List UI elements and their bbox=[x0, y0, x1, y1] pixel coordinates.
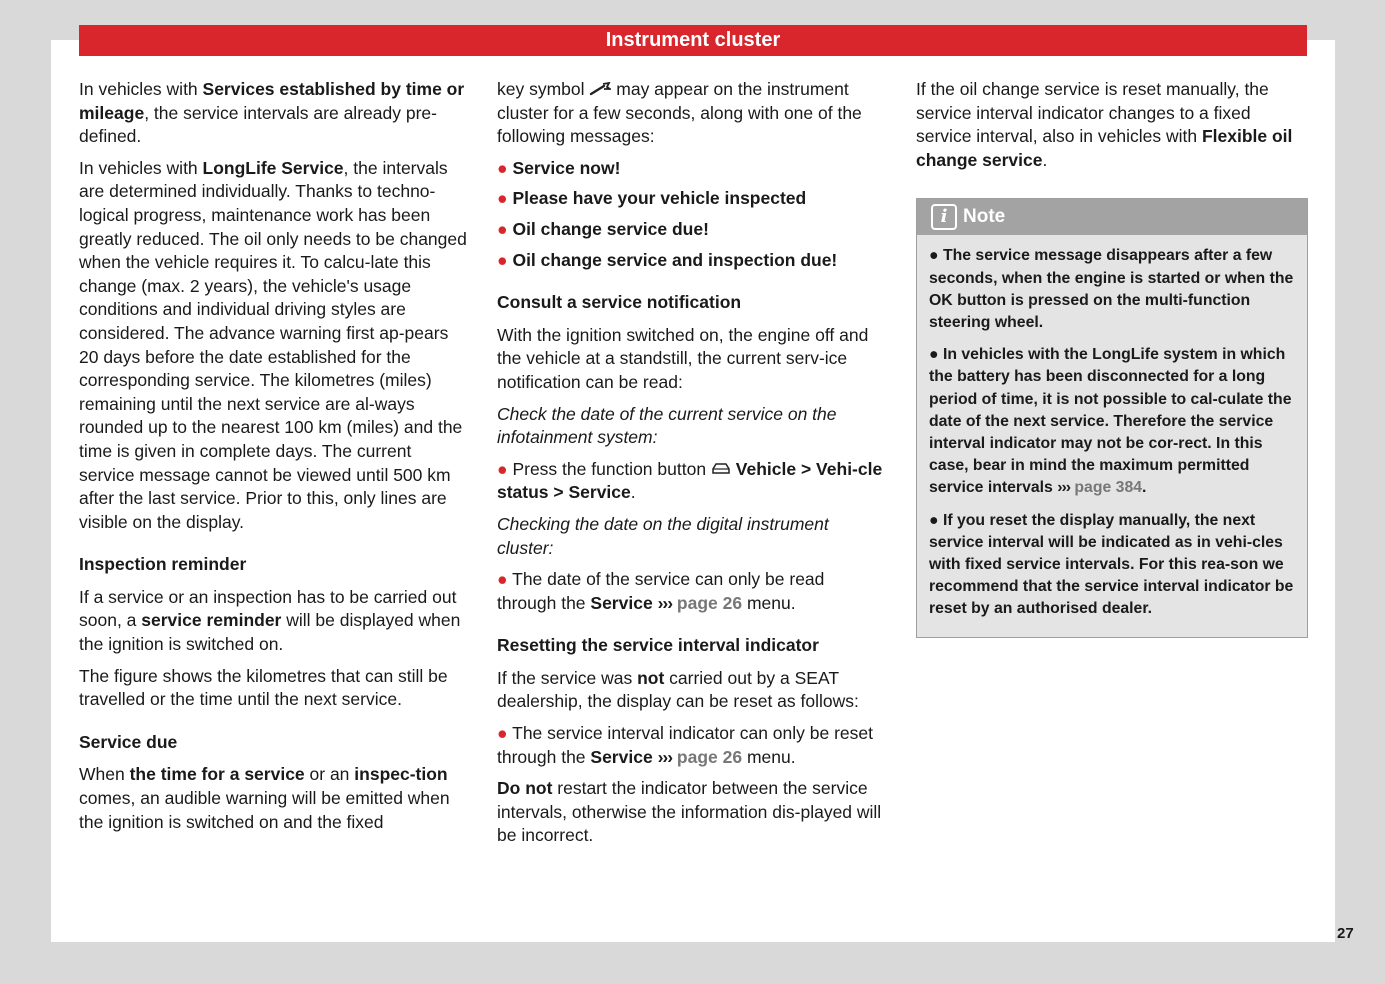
paragraph-services-time: In vehicles with Services established by time or mileage, the service intervals are already pre-defined. bbox=[79, 79, 465, 147]
column-2 bbox=[497, 78, 885, 856]
bullet-icon: ● bbox=[497, 569, 508, 590]
heading-reset: Resetting the service interval indicator bbox=[497, 635, 819, 656]
note-item: ● In vehicles with the LongLife system in which the battery has been disconnected for a long period of time, it is not possible to cal-culate the date of the next service. Therefore the service interval indicator may not be cor-rect. In this case, bear in mind the maximum permitted service intervals ››› page 384. bbox=[929, 346, 1292, 497]
page-link[interactable]: page 384 bbox=[1074, 479, 1143, 497]
page-link[interactable]: page 26 bbox=[676, 746, 743, 767]
heading-inspection-reminder: Inspection reminder bbox=[79, 554, 247, 575]
note-item: ● The service message disappears after a few seconds, when the engine is started or when the OK button is pressed on the multi-function steering wheel. bbox=[929, 247, 1294, 331]
page-number: 27 bbox=[1337, 925, 1354, 942]
bullet-icon: ● bbox=[497, 249, 508, 270]
paragraph-longlife: In vehicles with LongLife Service, the intervals are determined individually. Thanks to techno-logical progress, maintenance work has been greatly reduced. The oil only needs to be changed when the vehicle requires it. To calcu-late this change (max. 2 years), the vehicle's usage conditions and individual driving styles are considered. The advance warning first ap-pears 20 days before the date established for the corresponding service. The kilometres (miles) remaining until the next service are al-ways rounded up to the nearest 100 km (miles) and the time is given in complete days. The current service message cannot be viewed until 500 km after the last service. Prior to this, only lines are visible on the display. bbox=[79, 157, 467, 532]
info-icon: i bbox=[931, 204, 957, 230]
ok-button-icon: OK bbox=[929, 291, 953, 309]
paragraph-service-due: When the time for a service or an inspec-tion comes, an audible warning will be emitted when the ignition is switched on and the fixed bbox=[79, 764, 450, 832]
paragraph-reminder: If a service or an inspection has to be carried out soon, a service reminder will be displayed when the ignition is switched on. bbox=[79, 586, 461, 655]
paragraph-do-not: Do not restart the indicator between the service intervals, otherwise the information dis-played will be incorrect. bbox=[497, 778, 882, 846]
note-body bbox=[917, 235, 1307, 636]
bullet-function-button: ● Press the function button Vehicle > Vehi-cle status > Service. bbox=[497, 458, 883, 503]
paragraph-figure: The figure shows the kilometres that can still be travelled or the time until the next service. bbox=[79, 665, 448, 710]
car-icon bbox=[711, 462, 731, 476]
note-item: ● If you reset the display manually, the next service interval will be indicated as in vehi-cles with fixed service intervals. For this rea-son we recommend that the service interval indicator be reset by an authorised dealer. bbox=[929, 511, 1294, 618]
bullet-reset-menu: ● The service interval indicator can only be reset through the Service ››› page 26 menu. bbox=[497, 723, 873, 767]
section-header: Instrument cluster bbox=[79, 25, 1307, 56]
heading-consult: Consult a service notification bbox=[497, 292, 742, 313]
message-item: ● Oil change service and inspection due! bbox=[497, 249, 838, 270]
bullet-icon: ● bbox=[497, 458, 508, 479]
note-box bbox=[916, 198, 1308, 637]
paragraph-key-symbol: key symbol may appear on the instrument cluster for a few seconds, along with one of the following messages: bbox=[497, 79, 862, 147]
bullet-icon: ● bbox=[497, 218, 508, 239]
paragraph-infotainment: Check the date of the current service on the infotainment system: bbox=[497, 403, 837, 448]
bullet-icon: ● bbox=[497, 723, 508, 744]
bullet-icon: ● bbox=[497, 157, 508, 178]
bullet-icon: ● bbox=[497, 188, 508, 209]
heading-service-due: Service due bbox=[79, 731, 178, 752]
bullet-date-read: ● The date of the service can only be read through the Service ››› page 26 menu. bbox=[497, 569, 825, 613]
message-item: ● Please have your vehicle inspected bbox=[497, 188, 807, 209]
note-header: i Note bbox=[917, 199, 1307, 235]
column-3 bbox=[916, 78, 1308, 638]
paragraph-oil-reset: If the oil change service is reset manually, the service interval indicator changes to a fixed service interval, also in vehicles with Flexible oil change service. bbox=[916, 79, 1293, 170]
column-1 bbox=[79, 78, 471, 842]
page-link[interactable]: page 26 bbox=[676, 592, 743, 613]
paragraph-digital-cluster: Checking the date on the digital instrument cluster: bbox=[497, 513, 829, 558]
message-item: ● Oil change service due! bbox=[497, 218, 709, 239]
message-item: ● Service now! bbox=[497, 157, 621, 178]
paragraph-consult: With the ignition switched on, the engine off and the vehicle at a standstill, the current serv-ice notification can be read: bbox=[497, 324, 869, 392]
paragraph-reset: If the service was not carried out by a SEAT dealership, the display can be reset as follows: bbox=[497, 667, 859, 712]
wrench-icon bbox=[589, 82, 611, 96]
